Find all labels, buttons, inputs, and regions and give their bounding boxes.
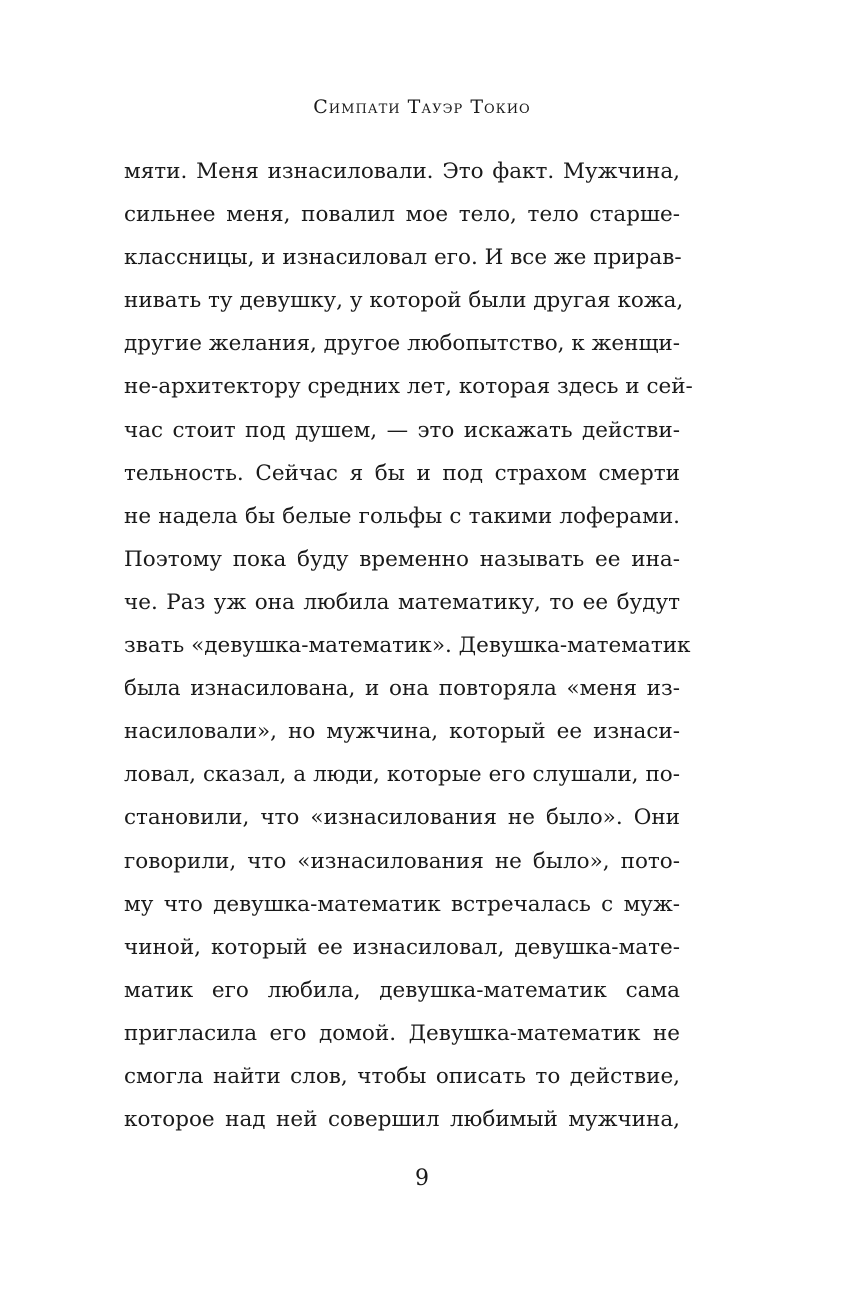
text-line: нивать ту девушку, у которой были другая кожа, — [124, 288, 684, 314]
page-number: 9 — [415, 1166, 429, 1191]
text-line: Поэтому пока буду временно называть ее ина- — [124, 546, 680, 572]
text-line: матик его любила, девушка-математик сама — [124, 977, 680, 1003]
text-line: тельность. Сейчас я бы и под страхом смерти — [124, 460, 680, 486]
text-line: пригласила его домой. Девушка-математик не — [124, 1020, 680, 1046]
text-line: не надела бы белые гольфы с такими лоферами. — [124, 503, 680, 529]
text-line: че. Раз уж она любила математику, то ее будут — [124, 589, 680, 615]
text-line: классницы, и изнасиловал его. И все же прирав- — [124, 245, 682, 271]
running-head: Симпати Тауэр Токио — [313, 96, 531, 118]
text-line: другие желания, другое любопытство, к женщи- — [124, 331, 681, 357]
text-line: чиной, который ее изнасиловал, девушка-мате- — [124, 934, 680, 960]
text-line: ловал, сказал, а люди, которые его слушали, по- — [124, 762, 680, 788]
text-line: сильнее меня, повалил мое тело, тело старше- — [124, 202, 680, 228]
text-line: смогла найти слов, чтобы описать то действие, — [124, 1063, 680, 1089]
text-line: которое над ней совершил любимый мужчина, — [124, 1107, 680, 1133]
text-line: не-архитектору средних лет, которая здесь и сей- — [124, 374, 693, 400]
text-line: му что девушка-математик встречалась с муж- — [124, 891, 680, 917]
text-line: час стоит под душем, — это искажать действи- — [124, 417, 680, 443]
text-line: звать «девушка-математик». Девушка-математик — [124, 633, 691, 659]
text-line: мяти. Меня изнасиловали. Это факт. Мужчина, — [124, 159, 680, 184]
text-line: говорили, что «изнасилования не было», пото- — [124, 848, 680, 874]
body-text — [124, 150, 693, 1141]
text-line: становили, что «изнасилования не было». Они — [124, 805, 680, 831]
text-line: насиловали», но мужчина, который ее изнаси- — [124, 719, 680, 745]
text-line: была изнасилована, и она повторяла «меня из- — [124, 676, 680, 702]
